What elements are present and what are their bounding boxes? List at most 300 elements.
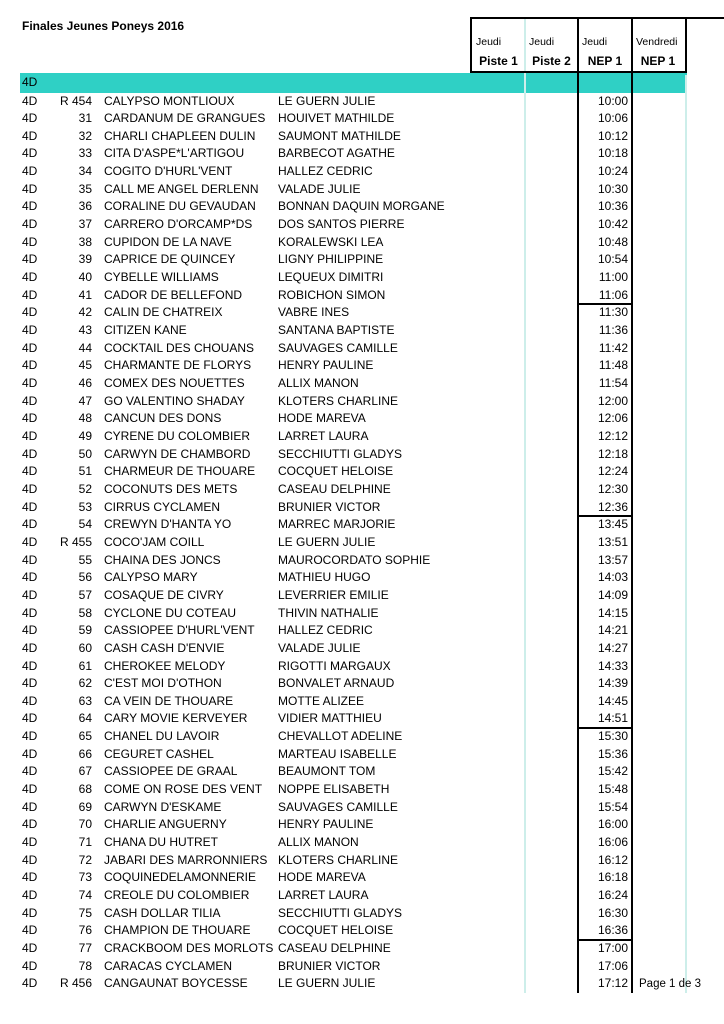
category-cell: 4D	[22, 711, 38, 726]
table-row	[0, 393, 724, 411]
number-cell: 46	[78, 376, 92, 390]
rider-name-cell: BRUNIER VICTOR	[278, 499, 381, 514]
pony-name-cell: COMEX DES NOUETTES	[104, 376, 245, 390]
category-cell: 4D	[22, 605, 38, 620]
rider-name-cell: VABRE INES	[278, 305, 350, 320]
day-label: Vendredi	[636, 36, 678, 48]
time-cell: 15:48	[597, 782, 628, 797]
pony-name-cell: CREWYN D'HANTA YO	[104, 517, 232, 532]
rider-name-cell: THIVIN NATHALIE	[278, 605, 379, 620]
rider-name-cell: SECCHIUTTI GLADYS	[278, 446, 403, 461]
category-cell: 4D	[22, 517, 38, 532]
time-cell: 11:00	[598, 270, 628, 285]
table-row	[0, 375, 724, 393]
rider-name-cell: SANTANA BAPTISTE	[278, 323, 395, 338]
table-row	[0, 887, 724, 905]
rider-name-cell: MARREC MARJORIE	[278, 517, 396, 532]
number-cell: 72	[78, 852, 92, 867]
rider-name-cell: HOUIVET MATHILDE	[278, 111, 395, 126]
rider-name-cell: BONVALET ARNAUD	[278, 676, 395, 691]
table-row	[0, 163, 724, 181]
time-cell: 17:12	[597, 976, 628, 991]
rider-name-cell: LEQUEUX DIMITRI	[278, 270, 384, 285]
number-cell: 56	[78, 570, 92, 585]
time-cell: 10:54	[597, 252, 628, 267]
number-cell: 74	[78, 888, 92, 903]
number-cell: 71	[78, 835, 92, 850]
number-cell: 32	[78, 128, 92, 143]
table-row	[0, 446, 724, 464]
time-cell: 12:24	[597, 464, 628, 479]
rider-name-cell: LARRET LAURA	[278, 428, 369, 443]
pony-name-cell: CARACAS CYCLAMEN	[104, 958, 233, 973]
pony-name-cell: CALIN DE CHATREIX	[104, 305, 223, 320]
number-cell: 70	[78, 817, 92, 832]
table-row	[0, 746, 724, 764]
time-cell: 10:30	[597, 181, 628, 196]
table-row	[0, 587, 724, 605]
pony-name-cell: CANGAUNAT BOYCESSE	[104, 976, 248, 991]
number-cell: 45	[78, 358, 92, 373]
number-cell: 47	[78, 393, 92, 408]
pony-name-cell: CADOR DE BELLEFOND	[104, 287, 243, 302]
time-cell: 10:24	[597, 164, 628, 179]
pony-name-cell: JABARI DES MARRONNIERS	[104, 852, 268, 867]
time-cell: 16:24	[597, 888, 628, 903]
pony-name-cell: CRACKBOOM DES MORLOTS	[104, 941, 274, 955]
table-row	[0, 410, 724, 428]
number-cell: 31	[78, 111, 92, 126]
table-row	[0, 516, 724, 534]
header-col-jeudi-piste2	[525, 19, 578, 71]
pony-name-cell: CHARMEUR DE THOUARE	[104, 464, 256, 479]
category-cell: 4D	[22, 941, 38, 955]
pony-name-cell: CHAINA DES JONCS	[104, 552, 221, 567]
pony-name-cell: CYCLONE DU COTEAU	[104, 605, 237, 620]
table-row	[0, 799, 724, 817]
venue-label: Piste 2	[532, 54, 571, 68]
number-cell: 52	[78, 481, 92, 496]
table-row	[0, 958, 724, 976]
time-cell: 10:00	[597, 93, 628, 108]
pony-name-cell: CA VEIN DE THOUARE	[104, 693, 234, 708]
category-cell: 4D	[22, 552, 38, 567]
rider-name-cell: KLOTERS CHARLINE	[278, 393, 399, 408]
table-row	[0, 428, 724, 446]
number-cell: 35	[78, 181, 92, 196]
rider-name-cell: VIDIER MATTHIEU	[278, 711, 382, 726]
header-col-jeudi-nep1	[578, 19, 632, 71]
number-cell: 50	[78, 446, 92, 461]
section-band	[20, 73, 687, 93]
table-row	[0, 357, 724, 375]
table-row	[0, 569, 724, 587]
number-cell: 60	[78, 640, 92, 655]
rider-name-cell: SECCHIUTTI GLADYS	[278, 905, 403, 920]
time-cell: 14:27	[597, 640, 628, 655]
category-cell: 4D	[22, 658, 38, 673]
table-row	[0, 710, 724, 728]
number-cell: 73	[78, 870, 92, 885]
category-cell: 4D	[22, 217, 38, 232]
number-cell: 42	[78, 305, 92, 320]
category-cell: 4D	[22, 93, 38, 108]
time-cell: 10:18	[597, 146, 628, 161]
pony-name-cell: CAPRICE DE QUINCEY	[104, 252, 236, 267]
rider-name-cell: BONNAN DAQUIN MORGANE	[278, 199, 445, 214]
number-cell: 53	[78, 499, 92, 514]
rider-name-cell: BEAUMONT TOM	[278, 764, 376, 779]
rider-name-cell: LEVERRIER EMILIE	[278, 587, 389, 602]
number-cell: R 456	[59, 976, 92, 991]
rider-name-cell: DOS SANTOS PIERRE	[278, 217, 405, 232]
rider-name-cell: HALLEZ CEDRIC	[278, 623, 373, 638]
time-cell: 13:45	[597, 517, 628, 532]
pony-name-cell: CARY MOVIE KERVEYER	[104, 711, 248, 726]
pony-name-cell: CASSIOPEE D'HURL'VENT	[104, 623, 255, 638]
header-col-jeudi-piste1	[472, 19, 525, 71]
category-cell: 4D	[22, 835, 38, 850]
category-cell: 4D	[22, 164, 38, 179]
table-row	[0, 905, 724, 923]
number-cell: 57	[78, 587, 92, 602]
number-cell: 44	[78, 340, 92, 355]
header-col-vendredi-nep1	[632, 19, 684, 71]
day-label: Jeudi	[529, 36, 555, 48]
table-row	[0, 816, 724, 834]
category-cell: 4D	[22, 270, 38, 285]
time-cell: 14:33	[597, 658, 628, 673]
venue-label: NEP 1	[640, 54, 676, 68]
time-cell: 12:36	[597, 499, 628, 514]
rider-name-cell: LARRET LAURA	[278, 888, 369, 903]
time-cell: 16:12	[597, 852, 628, 867]
pony-name-cell: CHAMPION DE THOUARE	[104, 923, 251, 938]
time-cell: 14:39	[597, 676, 628, 691]
table-row	[0, 110, 724, 128]
number-cell: 54	[78, 517, 92, 532]
rider-name-cell: BARBECOT AGATHE	[278, 146, 395, 161]
pony-name-cell: CHEROKEE MELODY	[104, 658, 226, 673]
time-cell: 14:51	[597, 711, 628, 726]
table-row	[0, 304, 724, 322]
number-cell: 51	[78, 464, 92, 479]
category-cell: 4D	[22, 199, 38, 214]
pony-name-cell: CITIZEN KANE	[104, 323, 187, 338]
category-cell: 4D	[22, 852, 38, 867]
time-cell: 12:06	[597, 411, 628, 426]
pony-name-cell: CASSIOPEE DE GRAAL	[104, 764, 238, 779]
rider-name-cell: LE GUERN JULIE	[278, 976, 376, 991]
table-row	[0, 922, 724, 940]
number-cell: 62	[78, 676, 92, 691]
rider-name-cell: MOTTE ALIZEE	[278, 693, 365, 708]
number-cell: R 454	[59, 93, 92, 108]
number-cell: 66	[78, 746, 92, 761]
category-cell: 4D	[22, 252, 38, 267]
number-cell: 65	[78, 729, 92, 744]
time-cell: 15:54	[597, 799, 628, 814]
pony-name-cell: CHARLIE ANGUERNY	[104, 817, 227, 832]
rider-name-cell: COCQUET HELOISE	[278, 464, 394, 479]
category-cell: 4D	[22, 305, 38, 320]
time-cell: 14:15	[597, 605, 628, 620]
rider-name-cell: SAUMONT MATHILDE	[278, 128, 401, 143]
category-cell: 4D	[22, 499, 38, 514]
number-cell: 39	[78, 252, 92, 267]
rider-name-cell: KLOTERS CHARLINE	[278, 852, 399, 867]
category-cell: 4D	[22, 729, 38, 744]
category-cell: 4D	[22, 958, 38, 973]
number-cell: 78	[78, 958, 92, 973]
pony-name-cell: COSAQUE DE CIVRY	[104, 587, 224, 602]
rider-name-cell: CASEAU DELPHINE	[278, 481, 391, 496]
day-label: Jeudi	[476, 36, 502, 48]
category-cell: 4D	[22, 905, 38, 920]
pony-name-cell: CYRENE DU COLOMBIER	[104, 428, 251, 443]
time-cell: 10:06	[597, 111, 628, 126]
table-row	[0, 605, 724, 623]
time-cell: 11:06	[598, 287, 628, 302]
table-row	[0, 463, 724, 481]
number-cell: 48	[78, 411, 92, 426]
table-row	[0, 975, 724, 993]
table-row	[0, 216, 724, 234]
time-cell: 10:36	[597, 199, 628, 214]
category-cell: 4D	[22, 587, 38, 602]
time-cell: 11:48	[598, 358, 628, 373]
pony-name-cell: COCONUTS DES METS	[104, 481, 238, 496]
pony-name-cell: CANCUN DES DONS	[104, 411, 222, 426]
pony-name-cell: CALYPSO MARY	[104, 570, 198, 585]
category-cell: 4D	[22, 234, 38, 249]
category-cell: 4D	[22, 181, 38, 196]
table-row	[0, 781, 724, 799]
time-cell: 14:09	[597, 587, 628, 602]
pony-name-cell: CALL ME ANGEL DERLENN	[104, 181, 259, 196]
pony-name-cell: C'EST MOI D'OTHON	[104, 676, 222, 691]
rider-name-cell: BRUNIER VICTOR	[278, 958, 381, 973]
rider-name-cell: ALLIX MANON	[278, 835, 359, 850]
category-cell: 4D	[22, 676, 38, 691]
table-row	[0, 251, 724, 269]
category-cell: 4D	[22, 340, 38, 355]
rider-name-cell: ALLIX MANON	[278, 376, 359, 390]
rider-name-cell: KORALEWSKI LEA	[278, 234, 384, 249]
pony-name-cell: COCKTAIL DES CHOUANS	[104, 340, 255, 355]
number-cell: 41	[78, 287, 92, 302]
time-cell: 11:42	[598, 340, 628, 355]
pony-name-cell: COGITO D'HURL'VENT	[104, 164, 233, 179]
time-cell: 10:42	[597, 217, 628, 232]
category-cell: 4D	[22, 428, 38, 443]
rider-name-cell: VALADE JULIE	[278, 181, 361, 196]
number-cell: 34	[78, 164, 92, 179]
number-cell: 38	[78, 234, 92, 249]
pony-name-cell: CALYPSO MONTLIOUX	[104, 93, 235, 108]
time-cell: 12:18	[597, 446, 628, 461]
pony-name-cell: CHANEL DU LAVOIR	[104, 729, 220, 744]
time-cell: 17:06	[597, 958, 628, 973]
time-cell: 15:30	[597, 729, 628, 744]
time-cell: 11:36	[598, 323, 628, 338]
number-cell: 69	[78, 799, 92, 814]
rider-name-cell: VALADE JULIE	[278, 640, 361, 655]
table-row	[0, 852, 724, 870]
pony-name-cell: CARWYN DE CHAMBORD	[104, 446, 251, 461]
pony-name-cell: COQUINEDELAMONNERIE	[104, 870, 257, 885]
table-row	[0, 534, 724, 552]
table-row	[0, 269, 724, 287]
table-row	[0, 322, 724, 340]
category-cell: 4D	[22, 111, 38, 126]
category-cell: 4D	[22, 799, 38, 814]
category-cell: 4D	[22, 746, 38, 761]
time-cell: 13:51	[597, 534, 628, 549]
number-cell: 61	[78, 658, 92, 673]
rider-name-cell: MARTEAU ISABELLE	[278, 746, 397, 761]
time-cell: 12:00	[597, 393, 628, 408]
category-cell: 4D	[22, 782, 38, 797]
table-row	[0, 640, 724, 658]
number-cell: 67	[78, 764, 92, 779]
category-cell: 4D	[22, 534, 38, 549]
category-cell: 4D	[22, 623, 38, 638]
time-cell: 10:12	[597, 128, 628, 143]
time-cell: 12:12	[597, 428, 628, 443]
pony-name-cell: CYBELLE WILLIAMS	[104, 270, 219, 285]
rows	[0, 93, 724, 993]
table-row	[0, 675, 724, 693]
schedule-header	[470, 17, 687, 73]
rider-name-cell: HENRY PAULINE	[278, 817, 374, 832]
category-cell: 4D	[22, 923, 38, 938]
pony-name-cell: CORALINE DU GEVAUDAN	[104, 199, 256, 214]
category-cell: 4D	[22, 411, 38, 426]
pony-name-cell: CREOLE DU COLOMBIER	[104, 888, 250, 903]
pony-name-cell: CARDANUM DE GRANGUES	[104, 111, 266, 126]
category-cell: 4D	[22, 693, 38, 708]
time-cell: 16:00	[597, 817, 628, 832]
rider-name-cell: HALLEZ CEDRIC	[278, 164, 373, 179]
category-cell: 4D	[22, 570, 38, 585]
table-row	[0, 128, 724, 146]
category-cell: 4D	[22, 870, 38, 885]
category-cell: 4D	[22, 976, 38, 991]
pony-name-cell: CHARMANTE DE FLORYS	[104, 358, 252, 373]
rider-name-cell: CHEVALLOT ADELINE	[278, 729, 403, 744]
rider-name-cell: SAUVAGES CAMILLE	[278, 340, 398, 355]
pony-name-cell: CHARLI CHAPLEEN DULIN	[104, 128, 256, 143]
header-top-border-extension	[687, 17, 724, 19]
rider-name-cell: MATHIEU HUGO	[278, 570, 371, 585]
table-row	[0, 658, 724, 676]
pony-name-cell: CASH CASH D'ENVIE	[104, 640, 225, 655]
table-row	[0, 622, 724, 640]
rider-name-cell: LE GUERN JULIE	[278, 534, 376, 549]
pony-name-cell: COCO'JAM COILL	[104, 534, 205, 549]
category-cell: 4D	[22, 640, 38, 655]
number-cell: 37	[78, 217, 92, 232]
pony-name-cell: CIRRUS CYCLAMEN	[104, 499, 221, 514]
table-row	[0, 869, 724, 887]
pony-name-cell: CEGURET CASHEL	[104, 746, 214, 761]
time-cell: 15:36	[597, 746, 628, 761]
category-cell: 4D	[22, 287, 38, 302]
pony-name-cell: GO VALENTINO SHADAY	[104, 393, 245, 408]
table-row	[0, 198, 724, 216]
time-cell: 15:42	[597, 764, 628, 779]
time-cell: 16:18	[597, 870, 628, 885]
time-cell: 11:54	[598, 376, 628, 390]
day-label: Jeudi	[582, 36, 608, 48]
category-cell: 4D	[22, 464, 38, 479]
time-cell: 14:45	[597, 693, 628, 708]
rider-name-cell: LIGNY PHILIPPINE	[278, 252, 384, 267]
venue-label: Piste 1	[479, 54, 518, 68]
number-cell: 58	[78, 605, 92, 620]
category-cell: 4D	[22, 764, 38, 779]
table-row	[0, 693, 724, 711]
table-row	[0, 181, 724, 199]
table-row	[0, 763, 724, 781]
number-cell: 33	[78, 146, 92, 161]
number-cell: 40	[78, 270, 92, 285]
table-row	[0, 340, 724, 358]
number-cell: 49	[78, 428, 92, 443]
time-cell: 11:30	[598, 305, 628, 320]
table-row	[0, 234, 724, 252]
section-label: 4D	[22, 75, 38, 89]
time-cell: 12:30	[597, 481, 628, 496]
rider-name-cell: MAUROCORDATO SOPHIE	[278, 552, 431, 567]
number-cell: 64	[78, 711, 92, 726]
number-cell: 36	[78, 199, 92, 214]
number-cell: 63	[78, 693, 92, 708]
table-row	[0, 481, 724, 499]
table-row	[0, 287, 724, 305]
number-cell: R 455	[59, 534, 92, 549]
number-cell: 68	[78, 782, 92, 797]
number-cell: 75	[78, 905, 92, 920]
category-cell: 4D	[22, 888, 38, 903]
rider-name-cell: HODE MAREVA	[278, 870, 366, 885]
table-row	[0, 93, 724, 111]
venue-label: NEP 1	[587, 54, 623, 68]
pony-name-cell: CUPIDON DE LA NAVE	[104, 234, 232, 249]
table-row	[0, 499, 724, 517]
category-cell: 4D	[22, 128, 38, 143]
number-cell: 59	[78, 623, 92, 638]
time-cell: 16:30	[597, 905, 628, 920]
rider-name-cell: RIGOTTI MARGAUX	[278, 658, 391, 673]
category-cell: 4D	[22, 146, 38, 161]
pony-name-cell: COME ON ROSE DES VENT	[104, 782, 263, 797]
number-cell: 77	[78, 941, 92, 955]
pony-name-cell: CITA D'ASPE*L'ARTIGOU	[104, 146, 245, 161]
table-row	[0, 728, 724, 746]
time-cell: 13:57	[597, 552, 628, 567]
rider-name-cell: ROBICHON SIMON	[278, 287, 386, 302]
category-cell: 4D	[22, 481, 38, 496]
table-row	[0, 552, 724, 570]
page-number: Page 1 de 3	[639, 977, 702, 990]
rider-name-cell: CASEAU DELPHINE	[278, 941, 391, 955]
time-cell: 16:36	[597, 923, 628, 938]
pony-name-cell: CHANA DU HUTRET	[104, 835, 219, 850]
table-row	[0, 145, 724, 163]
category-cell: 4D	[22, 358, 38, 373]
